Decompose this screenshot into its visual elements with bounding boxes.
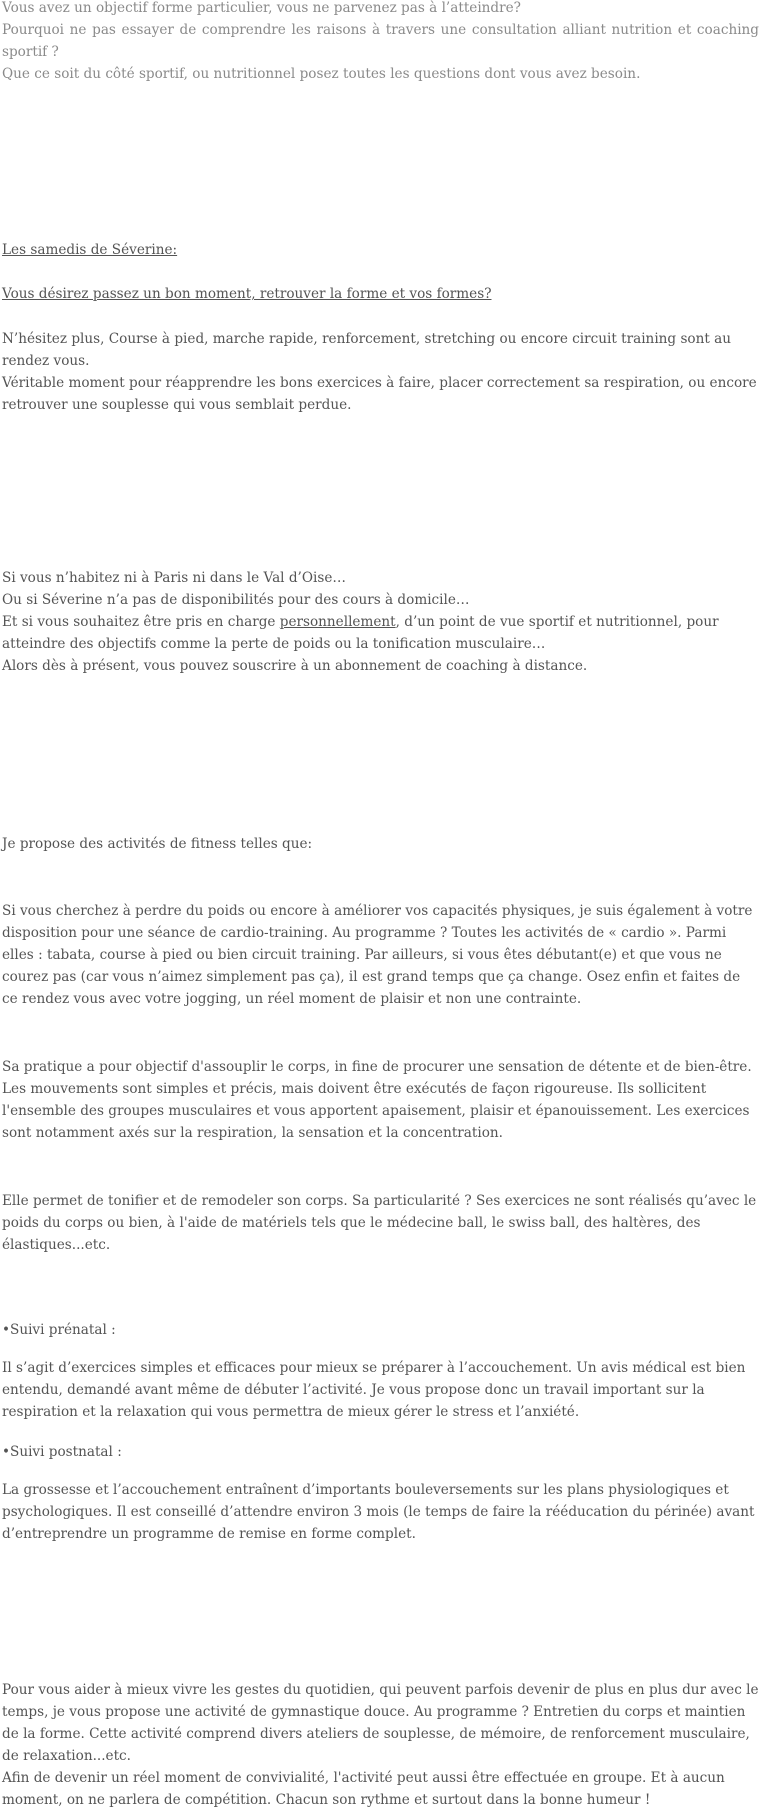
samedis-subtitle-block (2, 283, 759, 305)
distance-line-3 (2, 611, 759, 655)
fitness-heading: Je propose des activités de fitness telles que: (2, 836, 313, 852)
prenatal-title: •Suivi prénatal : (2, 1322, 116, 1338)
postnatal-text: La grossesse et l’accouchement entraînent d’importants bouleversements sur les plans physiologiques et psychologiques. Il est conseillé d’attendre environ 3 mois (le temps de faire la rééducation du périnée) avant d’entreprendre un programme de remise en forme complet. (2, 1482, 755, 1542)
cardio-section (2, 900, 759, 1010)
distance-line-2: Ou si Séverine n’a pas de disponibilités pour des cours à domicile… (2, 592, 470, 608)
tonify-paragraph: Elle permet de tonifier et de remodeler son corps. Sa particularité ? Ses exercices ne sont réalisés qu’avec le poids du corps ou bien, à l'aide de matériels tels que le médecine ball, le swiss ball, des haltères, des élastiques...etc. (2, 1193, 757, 1253)
samedis-subtitle: Vous désirez passez un bon moment, retrouver la forme et vos formes? (2, 286, 492, 302)
intro-line-1: Vous avez un objectif forme particulier, vous ne parvenez pas à l’atteindre? (2, 0, 521, 16)
samedis-body (2, 328, 759, 416)
distance-line-4: Alors dès à présent, vous pouvez souscrire à un abonnement de coaching à distance. (2, 658, 588, 674)
postnatal-title-block (2, 1441, 759, 1463)
stretching-section (2, 1056, 759, 1144)
samedis-paragraph-2: Véritable moment pour réapprendre les bons exercices à faire, placer correctement sa respiration, ou encore retrouver une souplesse qui vous semblait perdue. (2, 375, 757, 413)
cardio-paragraph: Si vous cherchez à perdre du poids ou encore à améliorer vos capacités physiques, je suis également à votre disposition pour une séance de cardio-training. Au programme ? Toutes les activités de « cardio ». Parmi elles : tabata, course à pied ou bien circuit training. Par ailleurs, si vous êtes débutant(e) et que vous ne courez pas (car vous n’aimez simplement pas ça), il est grand temps que ça change. Osez enfin et faites de ce rendez vous avec votre jogging, un réel moment de plaisir et non une contrainte. (2, 903, 753, 1007)
prenatal-text: Il s’agit d’exercices simples et efficaces pour mieux se préparer à l’accouchement. Un avis médical est bien entendu, demandé avant même de débuter l’activité. Je vous propose donc un travail important sur la respiration et la relaxation qui vous permettra de mieux gérer le stress et l’anxiété. (2, 1360, 746, 1420)
stretching-paragraph: Sa pratique a pour objectif d'assouplir le corps, in fine de procurer une sensation de détente et de bien-être. Les mouvements sont simples et précis, mais doivent être exécutés de façon rigoureuse. Ils sollicitent l'ensemble des groupes musculaires et vous apportent apaisement, plaisir et épanouissement. Les exercices sont notamment axés sur la respiration, la sensation et la concentration. (2, 1059, 752, 1141)
intro-section (2, 0, 759, 85)
samedis-paragraph-1: N’hésitez plus, Course à pied, marche rapide, renforcement, stretching ou encore circuit training sont au rendez vous. (2, 331, 731, 369)
distance-section (2, 567, 759, 677)
gym-paragraph-1: Pour vous aider à mieux vivre les gestes du quotidien, qui peuvent parfois devenir de plus en plus dur avec le temps, je vous propose une activité de gymnastique douce. Au programme ? Entretien du corps et maintien de la forme. Cette activité comprend divers ateliers de souplesse, de mémoire, de renforcement musculaire, de relaxation...etc. (2, 1682, 759, 1764)
fitness-heading-block (2, 833, 759, 855)
prenatal-title-block (2, 1319, 759, 1341)
prenatal-text-block (2, 1357, 759, 1423)
distance-line-3-start: Et si vous souhaitez être pris en charge (2, 614, 280, 630)
postnatal-text-block (2, 1479, 759, 1545)
gym-paragraph-2: Afin de devenir un réel moment de convivialité, l'activité peut aussi être effectuée en groupe. Et à aucun moment, on ne parlera de compétition. Chacun son rythme et surtout dans la bonne humeur ! (2, 1770, 725, 1808)
tonify-section (2, 1190, 759, 1256)
gym-section (2, 1679, 759, 1811)
distance-line-3-end: , d’un point de vue sportif et nutritionnel, pour atteindre des objectifs comme la perte de poids ou la tonification musculaire… (2, 614, 719, 652)
samedis-title-block (2, 239, 759, 261)
intro-line-3: Que ce soit du côté sportif, ou nutritionnel posez toutes les questions dont vous avez besoin. (2, 66, 641, 82)
distance-line-1: Si vous n’habitez ni à Paris ni dans le Val d’Oise… (2, 570, 346, 586)
postnatal-title: •Suivi postnatal : (2, 1444, 122, 1460)
samedis-title: Les samedis de Séverine: (2, 242, 178, 258)
intro-line-2: Pourquoi ne pas essayer de comprendre les raisons à travers une consultation alliant nutrition et coaching sportif ? (2, 22, 759, 60)
personnellement-link[interactable]: personnellement (279, 614, 396, 630)
